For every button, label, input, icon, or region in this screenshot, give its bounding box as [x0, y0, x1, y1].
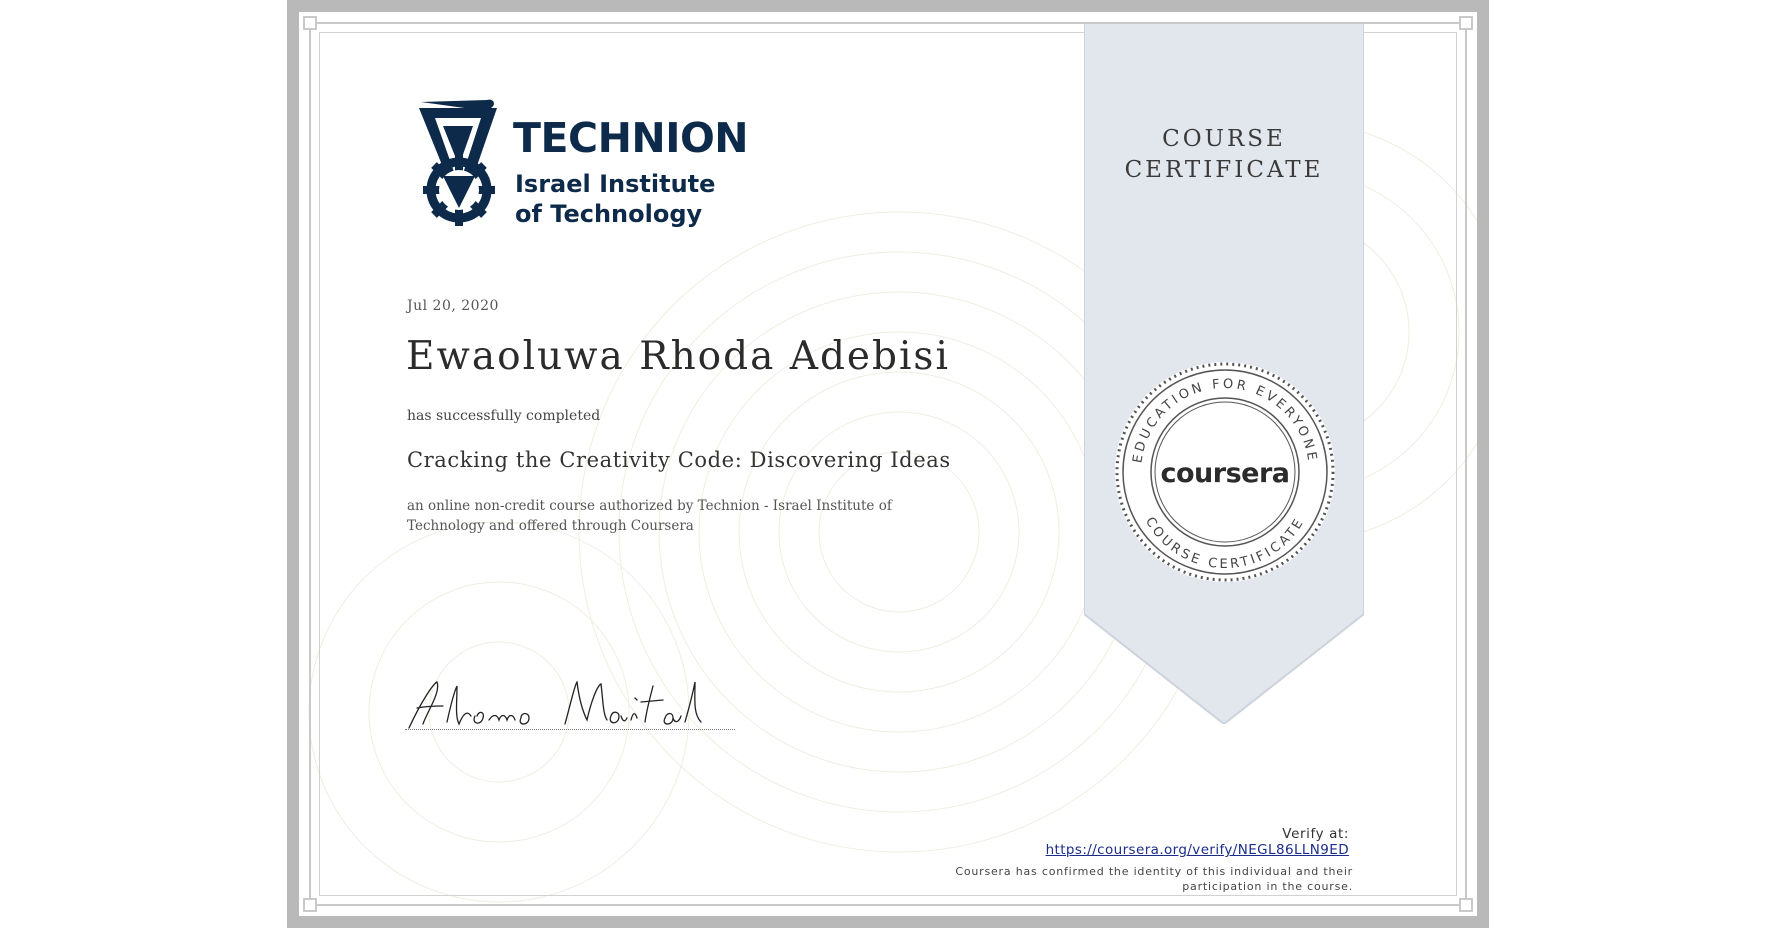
technion-logo-wordmark: TECHNION: [513, 114, 749, 162]
verify-block: [1046, 826, 1349, 858]
recipient-name: Ewaoluwa Rhoda Adebisi: [406, 334, 950, 379]
course-description: an online non-credit course authorized by Technion - Israel Institute of Technology and offered through Coursera: [407, 498, 892, 534]
verify-label: Verify at:: [1282, 826, 1349, 842]
technion-logo-subtitle-line2: of Technology: [515, 200, 703, 228]
technion-logo: [417, 96, 757, 244]
certificate-paper: [299, 12, 1477, 916]
corner-ornament-bottom-left: [303, 898, 317, 912]
signature-line: [405, 729, 735, 730]
coursera-seal: [1111, 358, 1339, 586]
course-name: Cracking the Creativity Code: Discovering Ideas: [407, 448, 951, 472]
seal-ring-top-text: EDUCATION FOR EVERYONE: [1130, 376, 1320, 465]
corner-ornament-bottom-right: [1459, 898, 1473, 912]
identity-confirmation-text: Coursera has confirmed the identity of this individual and their participation in the course.: [955, 865, 1353, 893]
technion-logo-subtitle-line1: Israel Institute: [515, 170, 716, 198]
corner-ornament-top-right: [1459, 16, 1473, 30]
certificate-sheet: [287, 0, 1489, 928]
ribbon-title: COURSE CERTIFICATE: [1124, 126, 1324, 183]
verify-link[interactable]: https://coursera.org/verify/NEGL86LLN9ED: [1045, 842, 1349, 858]
completion-date: Jul 20, 2020: [407, 298, 499, 314]
corner-ornament-top-left: [303, 16, 317, 30]
seal-brand-text: coursera: [1160, 458, 1290, 489]
completed-statement: has successfully completed: [407, 408, 601, 424]
seal-ring-bottom-text: COURSE CERTIFICATE: [1142, 514, 1308, 573]
instructor-signature: [397, 672, 737, 742]
